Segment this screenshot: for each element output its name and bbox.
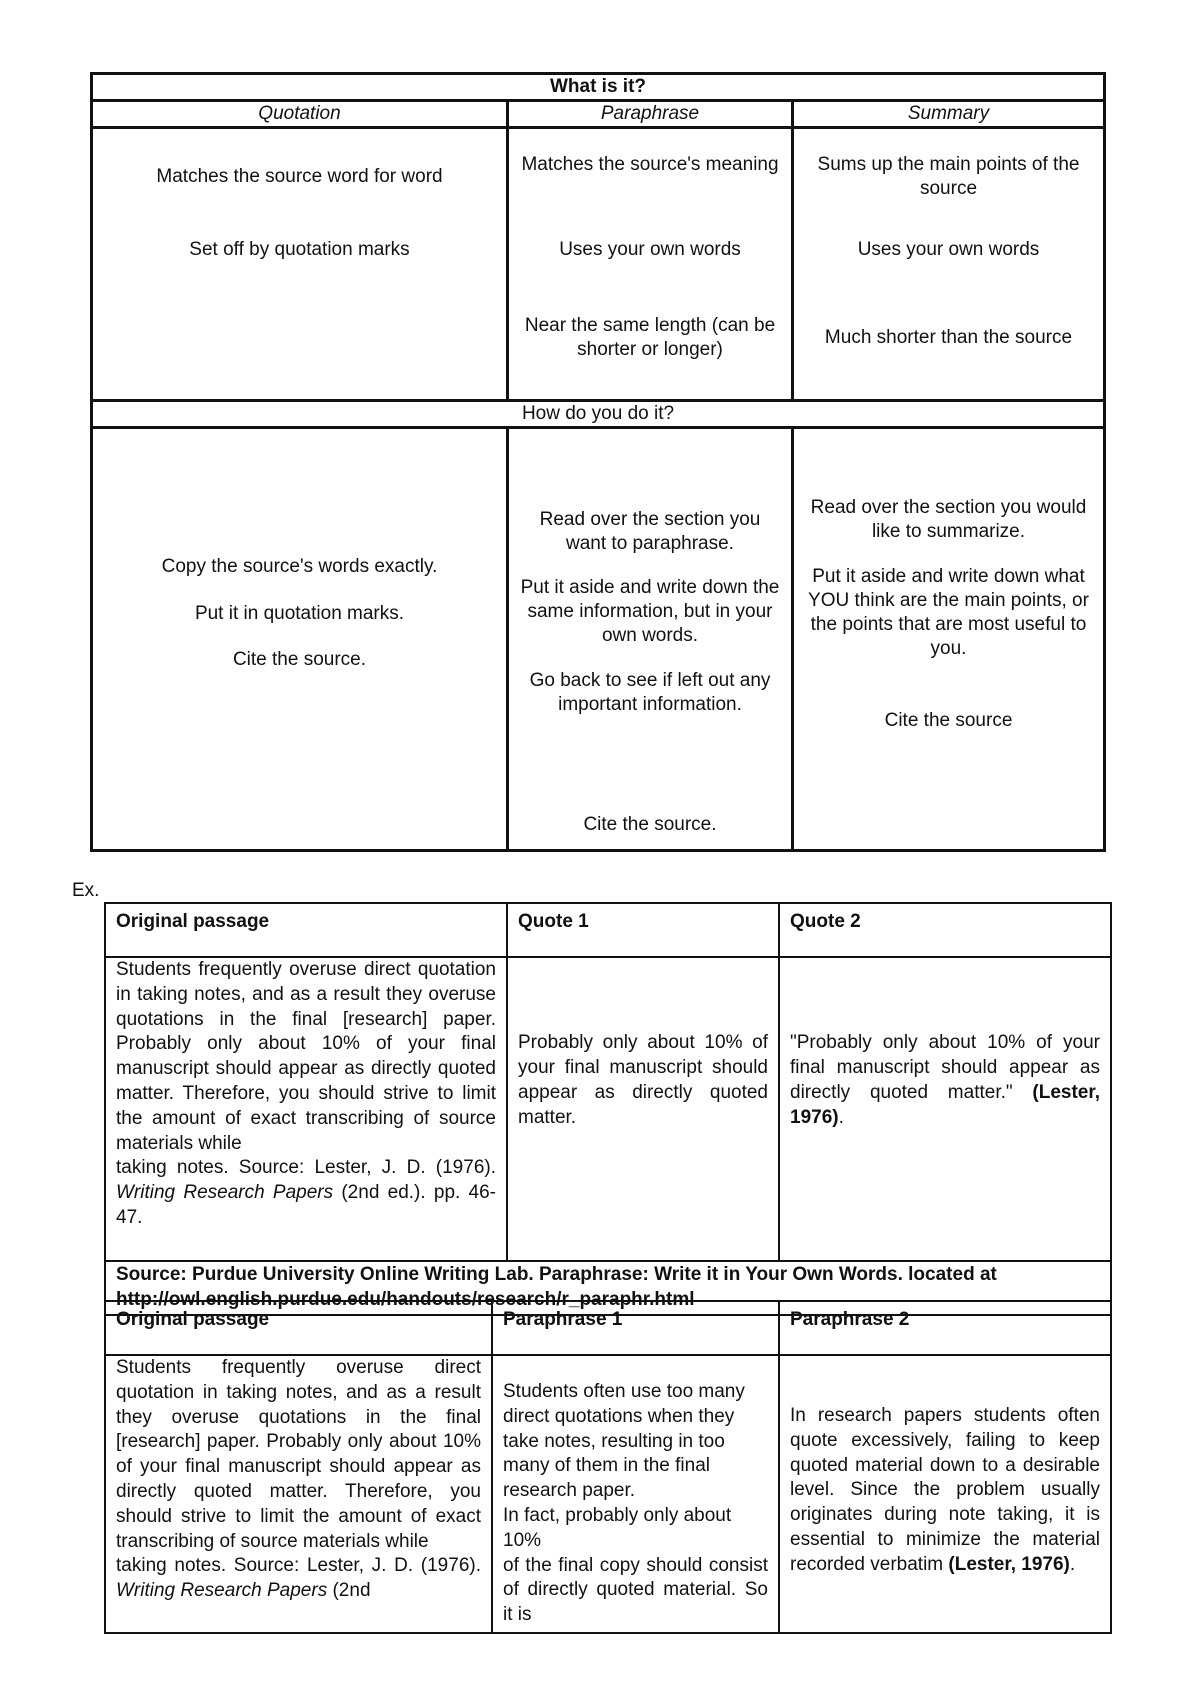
original-passage-cell [105,957,507,1261]
paraphrase-2-end: . [1069,1553,1076,1575]
table-text: Cite the source. [232,649,367,670]
table-text: Read over the section you would like to summarize. [810,497,1087,542]
table-text: Near the same length (can be shorter or longer) [524,315,776,360]
paraphrase-1-text: In fact, probably only about 10% [503,1504,732,1551]
table-text: Matches the source word for word [156,166,443,187]
table-text: Sums up the main points of the source [817,154,1080,199]
table-text: Put it in quotation marks. [194,603,405,624]
original-passage-cell [105,1355,492,1633]
table-text: Uses your own words [559,239,741,260]
original-passage-text: Students frequently overuse direct quotation in taking notes, and as a result they overuse quotations in the final [research] paper. Probably only about 10% of your final manuscript should appear as directly quoted matter. Therefore, you should strive to limit the amount of exact transcribing of source materials while [116,1357,481,1552]
example-label: Ex. [72,880,100,901]
column-header-quotation: Quotation [92,101,508,128]
quote-1-text: Probably only about 10% of your final manuscript should appear as directly quoted matter. [518,1032,768,1128]
header-paraphrase-2: Paraphrase 2 [779,1301,1111,1355]
column-header-paraphrase: Paraphrase [508,101,793,128]
what-summary-cell [793,128,1105,401]
what-quotation-cell [92,128,508,401]
table-text: Matches the source's meaning [521,154,779,175]
paraphrase-1-text: of the final copy should consist of directly quoted material. So it is [503,1554,768,1626]
source-citation: taking notes. Source: Lester, J. D. (1976). [116,1157,496,1179]
header-original-passage: Original passage [105,1301,492,1355]
quote-2-end: . [838,1106,844,1128]
table-text: Cite the source [884,710,1013,731]
how-summary-cell [793,428,1105,851]
paraphrase-example-table [104,1300,1112,1634]
source-citation: taking notes. Source: Lester, J. D. (1976). [116,1555,481,1577]
footnote-line-2: http://owl.english.purdue.edu/handouts/research/r_paraphr.html [116,1288,695,1310]
quote-2-cell [779,957,1111,1261]
header-quote-2: Quote 2 [779,903,1111,957]
source-edition: (2nd [332,1580,371,1602]
header-paraphrase-1: Paraphrase 1 [492,1301,779,1355]
header-quote-1: Quote 1 [507,903,779,957]
paraphrase-2-citation: (Lester, 1976) [948,1553,1070,1575]
how-paraphrase-cell [508,428,793,851]
quote-example-table [104,902,1112,1316]
source-book-title: Writing Research Papers [116,1580,328,1602]
paraphrase-2-text: In research papers students often quote excessively, failing to keep quoted material down to a desirable level. Since the problem usually originates during note taking, it is essential to minimize the material recorded verbatim [790,1405,1100,1575]
table-title: What is it? [92,74,1105,101]
comparison-table [90,72,1106,852]
table-text: Put it aside and write down the same information, but in your own words. [520,577,780,646]
paraphrase-1-cell [492,1355,779,1633]
source-edition: (2nd ed.). pp. 46-47. [116,1182,496,1228]
table-text: Go back to see if left out any important information. [529,670,771,715]
original-passage-text: Students frequently overuse direct quotation in taking notes, and as a result they overuse quotations in the final [research] paper. Probably only about 10% of your final manuscript should appear as directly quoted matter. Therefore, you should strive to limit the amount of exact transcribing of source materials while [116,959,496,1154]
how-title: How do you do it? [92,401,1105,428]
table-text: Set off by quotation marks [189,239,410,260]
table-text: Read over the section you want to paraphrase. [539,509,761,554]
paraphrase-2-cell [779,1355,1111,1633]
table-text: Put it aside and write down what YOU think are the main points, or the points that are most useful to you. [808,566,1089,659]
header-original-passage: Original passage [105,903,507,957]
what-paraphrase-cell [508,128,793,401]
source-book-title: Writing Research Papers [116,1182,334,1204]
column-header-summary: Summary [793,101,1105,128]
table-text: Copy the source's words exactly. [161,556,438,577]
quote-2-text: "Probably only about 10% of your final manuscript should appear as directly quoted matter." [790,1032,1100,1103]
quote-2-citation: (Lester, 1976) [790,1082,1100,1128]
paraphrase-1-text: Students often use too many direct quotations when they take notes, resulting in too many of them in the final research paper. [503,1381,745,1502]
quote-1-cell [507,957,779,1261]
table-text: Uses your own words [857,239,1040,260]
table-text: Much shorter than the source [824,327,1073,348]
footnote-line-1: Source: Purdue University Online Writing Lab. Paraphrase: Write it in Your Own Words. located at [116,1264,997,1285]
how-quotation-cell [92,428,508,851]
table-text: Cite the source. [583,814,717,835]
